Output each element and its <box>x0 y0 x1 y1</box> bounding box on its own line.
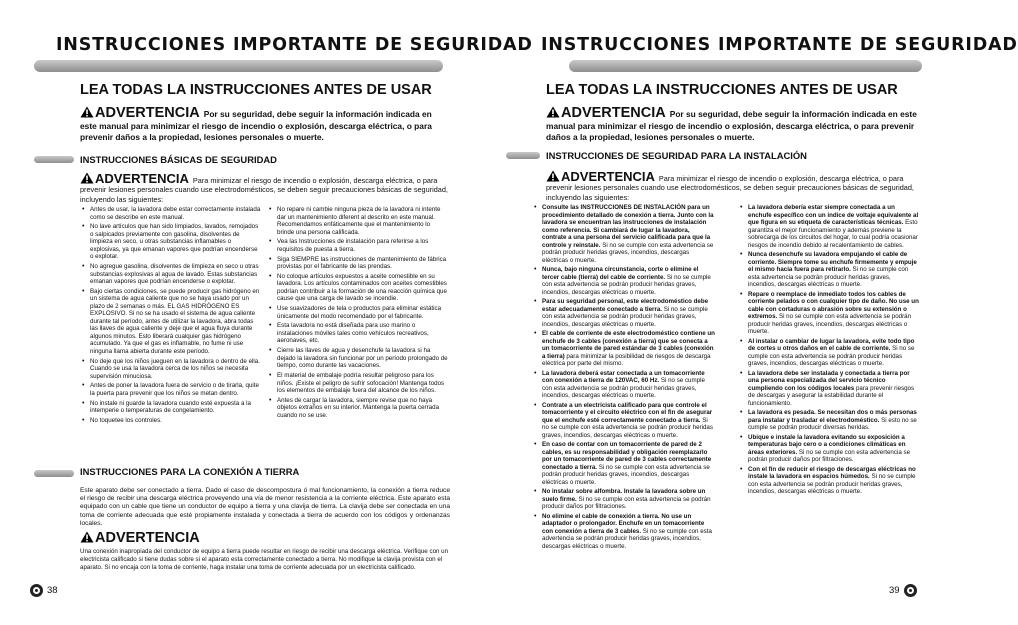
main-heading: LEA TODAS LA INSTRUCCIONES ANTES DE USAR <box>80 82 432 98</box>
list-item-text: Esto garantiza el mejor funcionamiento y además previene la sobrecarga de los circuitos del hogar, lo cual podría ocasionar riesgos de incendio debido al recalentamiento de cables. <box>748 219 918 249</box>
section-bar <box>34 470 74 477</box>
install-list-col1 <box>533 204 715 552</box>
page-title: INSTRUCCIONES IMPORTANTE DE SEGURIDAD <box>56 35 533 55</box>
warning-triangle-icon <box>80 106 94 118</box>
section-heading-install: INSTRUCCIONES DE SEGURIDAD PARA LA INSTALACIÓN <box>546 150 807 161</box>
ground-paragraph: Este aparato debe ser conectado a tierra. Dado el caso de descompostura ó mal funcionamiento, la conexión a tierra reduce el riesgo de recibir una descarga eléctrica proveyendo una vía de menor resistencia a la corriente eléctrica. Este aparato esta equipado con un cable que tiene un conductor de equipo a tierra y una clavija de tierra. La clavija debe ser conectada en una toma de corriente adecuada que esté propiamente instalada y conectada a tierra de acuerdo con los códigos y ordenanzas locales. <box>80 487 450 527</box>
ground-warning <box>80 531 450 572</box>
section-heading-basic: INSTRUCCIONES BÁSICAS DE SEGURIDAD <box>80 154 277 165</box>
warning-word: ADVERTENCIA <box>95 105 200 121</box>
list-item-bold: Con el fin de reducir el riesgo de descargas eléctricas no instale la lavadora en espacios húmedos. <box>748 465 916 480</box>
list-item: • Antes de usar, la lavadora debe estar correctamente instalada como se describe en este manual. <box>81 206 261 221</box>
list-item <box>533 513 715 551</box>
warning-triangle-icon <box>546 170 560 182</box>
list-item-text: para minimizar la posibilidad de riesgos de descarga eléctrica por parte del mismo. <box>542 352 711 367</box>
list-item-text: Si no se cumple con esta advertencia se podrán producir heridas graves, incendios, descargas eléctricas o muerte. <box>542 305 708 328</box>
list-item-text: Si no se cumple con esta advertencia se podrán producir heridas graves, incendios, descargas eléctricas o muerte. <box>542 377 705 399</box>
section-warning <box>80 172 452 204</box>
list-item: • No toquetee los controles. <box>81 417 261 425</box>
list-item-text: Si no se cumple con esta advertencia se podrán producir heridas graves, incendios, descargas eléctricas o muerte. <box>542 527 712 550</box>
list-item-bold: En caso de contar con un tomacorriente de pared de 2 cables, es su responsabilidad y obligación reemplazarlo por un tomacorriente de pared de 3 cables correctamente conectado a tierra. <box>542 441 712 471</box>
list-item <box>739 251 919 289</box>
list-item-bold: No instalar sobre alfombra. Instale la lavadora sobre un suelo firme. <box>542 488 706 503</box>
page-title: INSTRUCCIONES IMPORTANTE DE SEGURIDAD <box>541 35 1018 55</box>
list-item-bold: No elimine el cable de conexión a tierra. No use un adaptador o prolongador. Enchufe en un tomacorriente con conexión a tierra de 3 cables. <box>542 512 705 535</box>
list-item-text: Si no se cumple con esta advertencia se podrán producir heridas graves, incendios, descargas eléctricas o muerte. <box>748 473 916 495</box>
warning-text: Por su seguridad, debe seguir la información indicada en este manual para minimizar el riesgo de incendio o explosión, descarga eléctrica, o para prevenir daños a la propiedad, lesiones personales o muerte. <box>546 109 917 143</box>
list-item-text: Si no se cumple con esta advertencia se podrán producir heridas graves, incendios, descargas eléctricas o muerte. <box>748 266 909 288</box>
warning-word: ADVERTENCIA <box>561 169 655 184</box>
list-item <box>533 441 715 486</box>
list-item <box>739 291 919 336</box>
main-heading: LEA TODAS LA INSTRUCCIONES ANTES DE USAR <box>546 82 898 98</box>
warning-text: Por su seguridad, debe seguir la información indicada en este manual para minimizar el riesgo de incendio o explosión, descarga eléctrica, o para prevenir daños a la propiedad, lesiones personales o muerte. <box>80 109 432 143</box>
lg-logo-icon <box>30 584 43 597</box>
title-bar <box>569 60 922 72</box>
list-item: • Antes de cargar la lavadora, siempre revise que no haya objetos extraños en su interior. Mantenga la puerta cerrada cuando no se use. <box>268 397 448 420</box>
list-item-bold: La lavadora debería estar siempre conectada a un enchufe específico con un índice de voltaje equivalente al que figura en su etiqueta de características técnicas. <box>748 204 919 226</box>
list-item <box>533 204 715 264</box>
warning-triangle-icon <box>80 172 94 184</box>
list-item-bold: El cable de corriente de este electrodoméstico contiene un enchufe de 3 cables (conexión a tierra) que se conecta a un tomacorriente de pared estándar de 3 cables (conexión a tierra) <box>542 330 715 360</box>
lg-logo-icon <box>904 584 917 597</box>
list-item <box>533 370 715 400</box>
list-item-bold: Nunca desenchufe su lavadora empujando el cable de corriente. Siempre tome su enchufe firmemente y empuje el mismo hacia fuera para retirarlo. <box>748 251 917 273</box>
list-item-text: Si no se cumple con esta advertencia se podrán producir heridas graves, incendios, descargas eléctricas o muerte. <box>542 273 711 296</box>
list-item <box>533 402 715 440</box>
list-item-text: Si no se cumple con esta advertencia se podrán producir daños por filtraciones. <box>748 448 911 463</box>
list-item: • Siga SIEMPRE las instrucciones de mantenimiento de fábrica provistas por el fabricante de las prendas. <box>268 256 448 271</box>
list-item-bold: Contrate a un electricista calificado para que controle el tomacorriente y el circuito eléctrico con el fin de asegurar que el enchufe esté correctamente conectado a tierra. <box>542 401 713 424</box>
basic-list-col2 <box>268 206 448 422</box>
list-item: • Antes de poner la lavadora fuera de servicio o de tirarla, quite la puerta para prevenir que los niños se metan dentro. <box>81 382 261 397</box>
warning-triangle-icon <box>80 531 94 543</box>
page-number <box>30 584 58 597</box>
list-item: • No lave artículos que han sido limpiados, lavados, remojados o salpicados previamente con gasolina, disolventes de limpieza en seco, u otras substancias inflamables o explosivas, ya que emanan vapores que podrían encenderse o explotar. <box>81 223 261 261</box>
list-item-bold: La lavadora es pesada. Se necesitan dos o más personas para instalar y trasladar el electrodoméstico. <box>748 409 917 424</box>
list-item-bold: Nunca, bajo ninguna circunstancia, corte o elimine el tercer cable (tierra) del cable de corriente. <box>542 266 699 281</box>
list-item <box>533 488 715 511</box>
page-number-text: 39 <box>889 585 900 596</box>
warning-text: Para minimizar el riesgo de incendio o explosión, descarga eléctrica, o para prevenir lesiones personales cuando use electrodomésticos, se deben seguir precauciones básicas de seguridad, incluyendo las siguientes: <box>546 174 914 202</box>
list-item <box>739 204 919 249</box>
list-item-bold: Ubique e instale la lavadora evitando su exposición a temperaturas bajo cero o a condiciones climáticas en áreas exteriores. <box>748 433 906 456</box>
list-item <box>739 466 919 496</box>
list-item <box>533 330 715 368</box>
list-item-bold: Para su seguridad personal, este electrodoméstico debe estar adecuadamente conectado a tierra. <box>542 298 709 313</box>
list-item-bold: Al instalar o cambiar de lugar la lavadora, evite todo tipo de cortes u otros daños en el cable de corriente. <box>748 337 915 352</box>
warning-word: ADVERTENCIA <box>95 530 200 546</box>
list-item <box>739 434 919 464</box>
list-item: • No instale ni guarde la lavadora cuando esté expuesta a la intemperie o temperaturas de congelamiento. <box>81 400 261 415</box>
list-item: • Vea las Instrucciones de instalación para referirse a los requisitos de puesta a tierra. <box>268 238 448 253</box>
warning-text: Para minimizar el riesgo de incendio o explosión, descarga eléctrica, o para prevenir lesiones personales cuando use electrodomésticos, se deben seguir precauciones básicas de seguridad, incluyendo las siguientes: <box>80 176 448 204</box>
section-bar <box>34 156 74 163</box>
right-page <box>477 0 1018 625</box>
section-heading-ground: INSTRUCCIONES PARA LA CONEXIÓN A TIERRA <box>80 466 300 477</box>
list-item-text: para prevenir riesgos de descargas y asegurar la estabilidad durante el funcionamiento. <box>748 384 915 407</box>
list-item-bold: La lavadora debe ser instalada y conectada a tierra por una persona especializada del servicio técnico cumpliendo con los códigos locales <box>748 369 910 392</box>
list-item: • Bajo ciertas condiciones, se puede producir gas hidrógeno en un sistema de agua caliente que no se haya usado por un plazo de 2 semanas o más. EL GAS HIDRÓGENO ES EXPLOSIVO. Si no se ha usado el sistema de agua caliente durante tal período, antes de utilizar la lavadora, abra todas las llaves de agua caliente y deje que el agua fluya durante algunos minutos. Esto liberará cualquier gas hidrógeno acumulado. Ya que el gas es inflamable, no fume ni use ninguna llama abierta durante este período. <box>81 288 261 356</box>
list-item: • Esta lavadora no está diseñada para uso marino o instalaciones móviles tales como vehículos recreativos, aeronaves, etc. <box>268 322 448 345</box>
list-item-bold: Repare o reemplace de inmediato todos los cables de corriente pelados o con cualquier tipo de daño. No use un cable con cortaduras o abrasión sobre su extensión o extremos. <box>748 290 919 320</box>
list-item-text: Si no se cumple con esta advertencia se podrán producir heridas graves, incendios, descargas eléctricas o muerte. <box>542 416 713 439</box>
list-item <box>533 266 715 296</box>
warning-triangle-icon <box>546 106 560 118</box>
list-item <box>739 409 919 432</box>
list-item <box>533 298 715 328</box>
list-item-text: Si no se cumple con esta advertencia se podrán producir heridas graves, incendios, descargas eléctricas o muerte. <box>542 241 714 264</box>
warning-word: ADVERTENCIA <box>561 105 666 121</box>
list-item: • Cierre las llaves de agua y desenchufe la lavadora si ha dejado la lavadora sin funcionar por un período prolongado de tiempo, como durante las vacaciones. <box>268 347 448 370</box>
main-warning <box>546 106 920 144</box>
list-item <box>739 370 919 408</box>
section-warning <box>546 170 920 202</box>
main-warning <box>80 106 450 144</box>
list-item-text: Si no se cumple con esta advertencia se podrán producir daños por filtraciones. <box>542 495 711 510</box>
list-item-text: Si no se cumple con esta advertencia se podrán producir heridas graves, incendios, descargas eléctricas o muerte. <box>748 345 915 367</box>
warning-text: Una conexión inapropiada del conductor de equipo a tierra puede resultar en riesgo de recibir una descarga eléctrica. Verifique con un electricista calificado si tiene dudas sobre si el aparato esta correctamente conectado a tierra. No modifique la clavija provista con el aparato. Si no encaja con la toma de corriente, haga instalar una toma de corriente adecuada por un electricista calificado. <box>80 548 449 571</box>
install-list-col2 <box>739 204 919 498</box>
list-item-bold: La lavadora deberá estar conectada a un tomacorriente con conexión a tierra de 120VAC, 60 Hz. <box>542 369 705 384</box>
list-item: • Use suavizadores de tela o productos para eliminar estática únicamente del modo recomendado por el fabricante. <box>268 305 448 320</box>
list-item-bold: Consulte las INSTRUCCIONES DE INSTALACIÓN para un procedimiento detallado de conexión a tierra. Junto con la lavadora se encuentran las instrucciones de instalación como referencia. Si cambiará de lugar la lavadora, contrate a una persona del servicio calificada para que la controle y reinstale. <box>542 204 714 249</box>
list-item: • No repare ni cambie ninguna pieza de la lavadora ni intente dar un mantenimiento diferent al descrito en este manual. Recomendamos enfáticamente que el mantenimiento lo brinde una persona calificada. <box>268 206 448 236</box>
list-item: • No agregue gasolina, disolventes de limpieza en seco u otras substancias explosivas al agua de lavado. Estas substancias emanan vapores que podrían encenderse o explotar. <box>81 263 261 286</box>
list-item-text: Si esto no se cumple se podrán producir diversas heridas. <box>748 416 917 431</box>
list-item: • No coloque artículos expuestos a aceite comestible en su lavadora. Los artículos contaminados con aceites comestibles podrían contribuir a la formación de una reacción química que cause que una carga de lavado se incendie. <box>268 273 448 303</box>
list-item-text: Si no se cumple con esta advertencia se podrán producir heridas graves, incendios, descargas eléctricas o muerte. <box>748 313 912 335</box>
list-item: • El material de embalaje podría resultar peligroso para los niños. ¡Existe el peligro de sufrir sofocación! Mantenga todos los elementos de embalaje fuera del alcance de los niños. <box>268 372 448 395</box>
section-bar <box>506 152 540 159</box>
list-item-text: Si no se cumple con esta advertencia se podrán producir heridas graves, incendios, descargas eléctricas o muerte. <box>542 463 710 486</box>
list-item: • No deje que los niños jueguen en la lavadora o dentro de ella. Cuando se usa la lavadora cerca de los niños se necesita supervisión minuciosa. <box>81 358 261 381</box>
page-number-text: 38 <box>47 585 58 596</box>
basic-list-col1 <box>81 206 261 427</box>
list-item <box>739 338 919 368</box>
warning-word: ADVERTENCIA <box>95 171 189 186</box>
page-number <box>889 584 917 597</box>
title-bar <box>34 60 443 72</box>
